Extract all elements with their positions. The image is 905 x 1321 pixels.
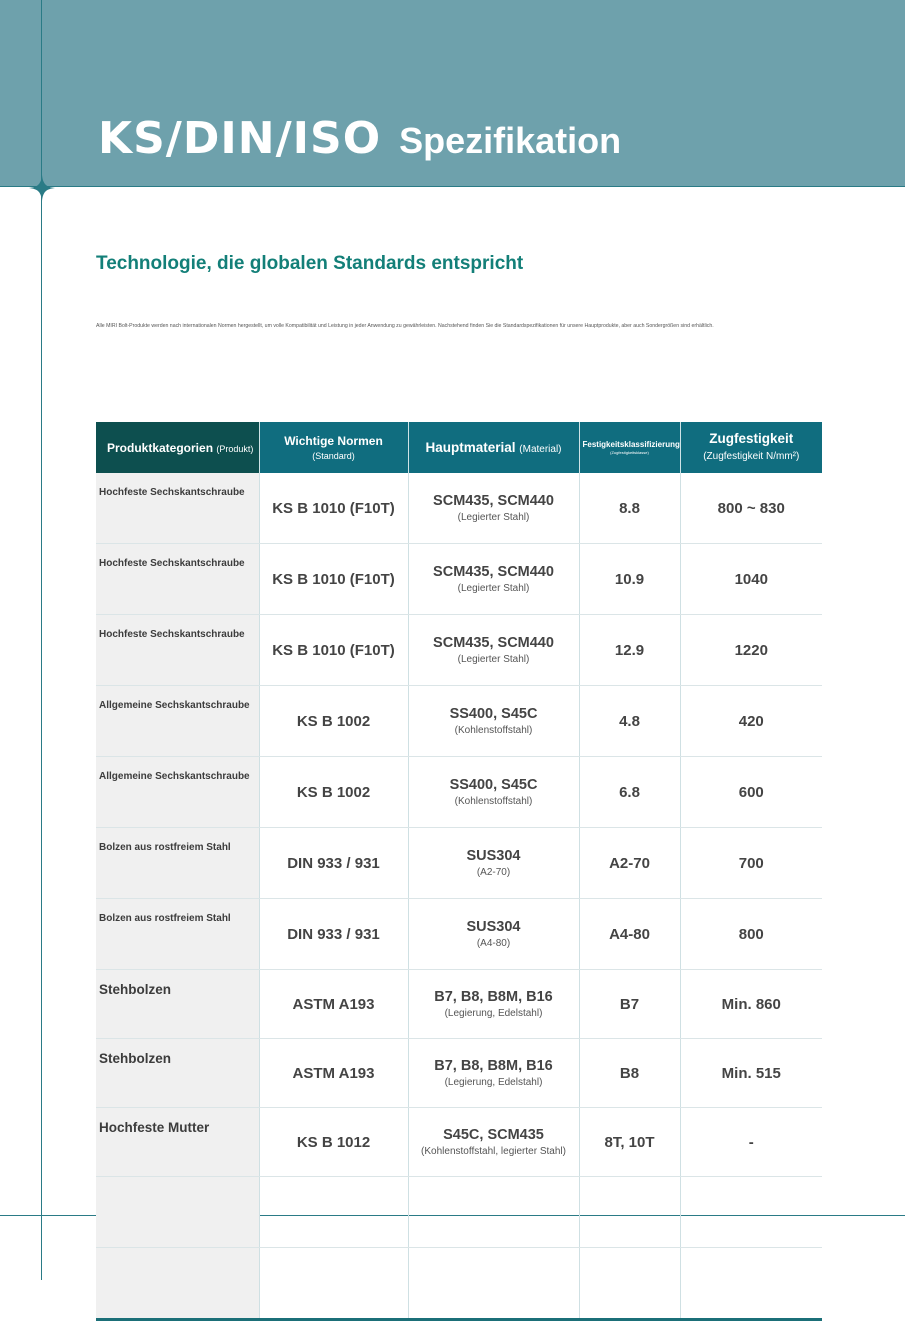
- cell-grade: A2-70: [579, 828, 680, 899]
- cell-empty: [579, 1177, 680, 1248]
- cell-strength: 420: [680, 686, 822, 757]
- cell-standard: KS B 1002: [259, 757, 408, 828]
- table-row: [96, 686, 822, 757]
- cell-standard: DIN 933 / 931: [259, 899, 408, 970]
- cell-category: Hochfeste Sechskantschraube: [96, 473, 259, 544]
- cell-grade: B7: [579, 970, 680, 1039]
- table-row-empty: [96, 1248, 822, 1320]
- material-name: SCM435, SCM440: [433, 635, 554, 651]
- cell-standard: KS B 1010 (F10T): [259, 544, 408, 615]
- table-row: [96, 1108, 822, 1177]
- cell-material: [408, 544, 579, 615]
- table-row: [96, 757, 822, 828]
- cell-strength: 800: [680, 899, 822, 970]
- table-row-empty: [96, 1177, 822, 1248]
- material-note: (Kohlenstoffstahl): [454, 725, 533, 736]
- cell-strength: -: [680, 1108, 822, 1177]
- cell-empty: [579, 1248, 680, 1320]
- cell-material: [408, 757, 579, 828]
- cell-grade: A4-80: [579, 899, 680, 970]
- cell-grade: 10.9: [579, 544, 680, 615]
- cell-empty: [259, 1177, 408, 1248]
- material-note: (Legierter Stahl): [457, 583, 530, 594]
- cell-empty: [259, 1248, 408, 1320]
- material-note: (A4-80): [476, 938, 511, 949]
- material-name: SS400, S45C: [449, 777, 538, 793]
- cell-material: [408, 615, 579, 686]
- cell-category: Stehbolzen: [96, 1039, 259, 1108]
- cell-category: Hochfeste Sechskantschraube: [96, 615, 259, 686]
- cell-empty: [408, 1248, 579, 1320]
- cell-category: Stehbolzen: [96, 970, 259, 1039]
- cell-grade: 8.8: [579, 473, 680, 544]
- cell-empty: [96, 1248, 259, 1320]
- cell-standard: ASTM A193: [259, 970, 408, 1039]
- material-note: (Legierter Stahl): [457, 654, 530, 665]
- table-header-row: [96, 422, 822, 473]
- cell-standard: ASTM A193: [259, 1039, 408, 1108]
- intro-text: Alle MIRI Bolt-Produkte werden nach internationalen Normen hergestellt, um volle Kompatibilität und Leistung in jeder Anwendung zu gewährleisten. Nachstehend finden Sie die Standardspezifikationen für unsere Hauptprodukte, aber auch Sondergrößen sind erhältlich.: [96, 323, 714, 329]
- cell-material: [408, 1039, 579, 1108]
- cell-category: Allgemeine Sechskantschraube: [96, 686, 259, 757]
- cell-empty: [680, 1248, 822, 1320]
- cell-strength: 700: [680, 828, 822, 899]
- cell-category: Bolzen aus rostfreiem Stahl: [96, 828, 259, 899]
- header-banner: [0, 0, 905, 187]
- cell-strength: Min. 860: [680, 970, 822, 1039]
- material-name: SS400, S45C: [449, 706, 538, 722]
- cell-empty: [408, 1177, 579, 1248]
- table-row: [96, 544, 822, 615]
- cell-grade: 8T, 10T: [579, 1108, 680, 1177]
- header-grade: Festigkeitsklassifizierung (Zugfestigkeitsklasse): [579, 422, 680, 473]
- cell-material: [408, 970, 579, 1039]
- cell-category: Allgemeine Sechskantschraube: [96, 757, 259, 828]
- table-row: [96, 828, 822, 899]
- table-row: [96, 1039, 822, 1108]
- cell-standard: KS B 1012: [259, 1108, 408, 1177]
- title-main: KS/DIN/ISO: [98, 113, 382, 164]
- cell-strength: 1040: [680, 544, 822, 615]
- header-material: Hauptmaterial (Material): [408, 422, 579, 473]
- material-note: (A2-70): [476, 867, 511, 878]
- material-note: (Kohlenstoffstahl, legierter Stahl): [421, 1146, 566, 1157]
- material-note: (Legierung, Edelstahl): [444, 1008, 543, 1019]
- cell-category: Hochfeste Mutter: [96, 1108, 259, 1177]
- page-title: [98, 113, 621, 164]
- material-name: SCM435, SCM440: [433, 564, 554, 580]
- cell-category: Hochfeste Sechskantschraube: [96, 544, 259, 615]
- cell-material: [408, 899, 579, 970]
- material-name: SUS304: [466, 919, 521, 935]
- cell-grade: 4.8: [579, 686, 680, 757]
- cell-material: [408, 1108, 579, 1177]
- header-strength: Zugfestigkeit (Zugfestigkeit N/mm²): [680, 422, 822, 473]
- material-name: SCM435, SCM440: [433, 493, 554, 509]
- cell-standard: KS B 1002: [259, 686, 408, 757]
- material-name: SUS304: [466, 848, 521, 864]
- section-heading: Technologie, die globalen Standards entspricht: [96, 253, 524, 274]
- cell-grade: 6.8: [579, 757, 680, 828]
- table-row: [96, 615, 822, 686]
- cell-strength: 800 ~ 830: [680, 473, 822, 544]
- table-row: [96, 970, 822, 1039]
- table-row: [96, 899, 822, 970]
- title-sub: Spezifikation: [399, 120, 622, 161]
- material-name: S45C, SCM435: [443, 1127, 544, 1143]
- spec-table: [96, 422, 822, 1321]
- cell-standard: DIN 933 / 931: [259, 828, 408, 899]
- cell-grade: B8: [579, 1039, 680, 1108]
- material-name: B7, B8, B8M, B16: [434, 1058, 553, 1074]
- cell-standard: KS B 1010 (F10T): [259, 615, 408, 686]
- cell-empty: [96, 1177, 259, 1248]
- material-note: (Kohlenstoffstahl): [454, 796, 533, 807]
- header-standard: Wichtige Normen (Standard): [259, 422, 408, 473]
- cell-material: [408, 473, 579, 544]
- cell-strength: 600: [680, 757, 822, 828]
- material-note: (Legierung, Edelstahl): [444, 1077, 543, 1088]
- cell-empty: [680, 1177, 822, 1248]
- cell-material: [408, 686, 579, 757]
- material-note: (Legierter Stahl): [457, 512, 530, 523]
- cell-grade: 12.9: [579, 615, 680, 686]
- table-row: [96, 473, 822, 544]
- sparkle-icon: [29, 175, 55, 201]
- cell-strength: Min. 515: [680, 1039, 822, 1108]
- cell-category: Bolzen aus rostfreiem Stahl: [96, 899, 259, 970]
- header-product: Produktkategorien (Produkt): [96, 422, 259, 473]
- cell-standard: KS B 1010 (F10T): [259, 473, 408, 544]
- cell-material: [408, 828, 579, 899]
- material-name: B7, B8, B8M, B16: [434, 989, 553, 1005]
- cell-strength: 1220: [680, 615, 822, 686]
